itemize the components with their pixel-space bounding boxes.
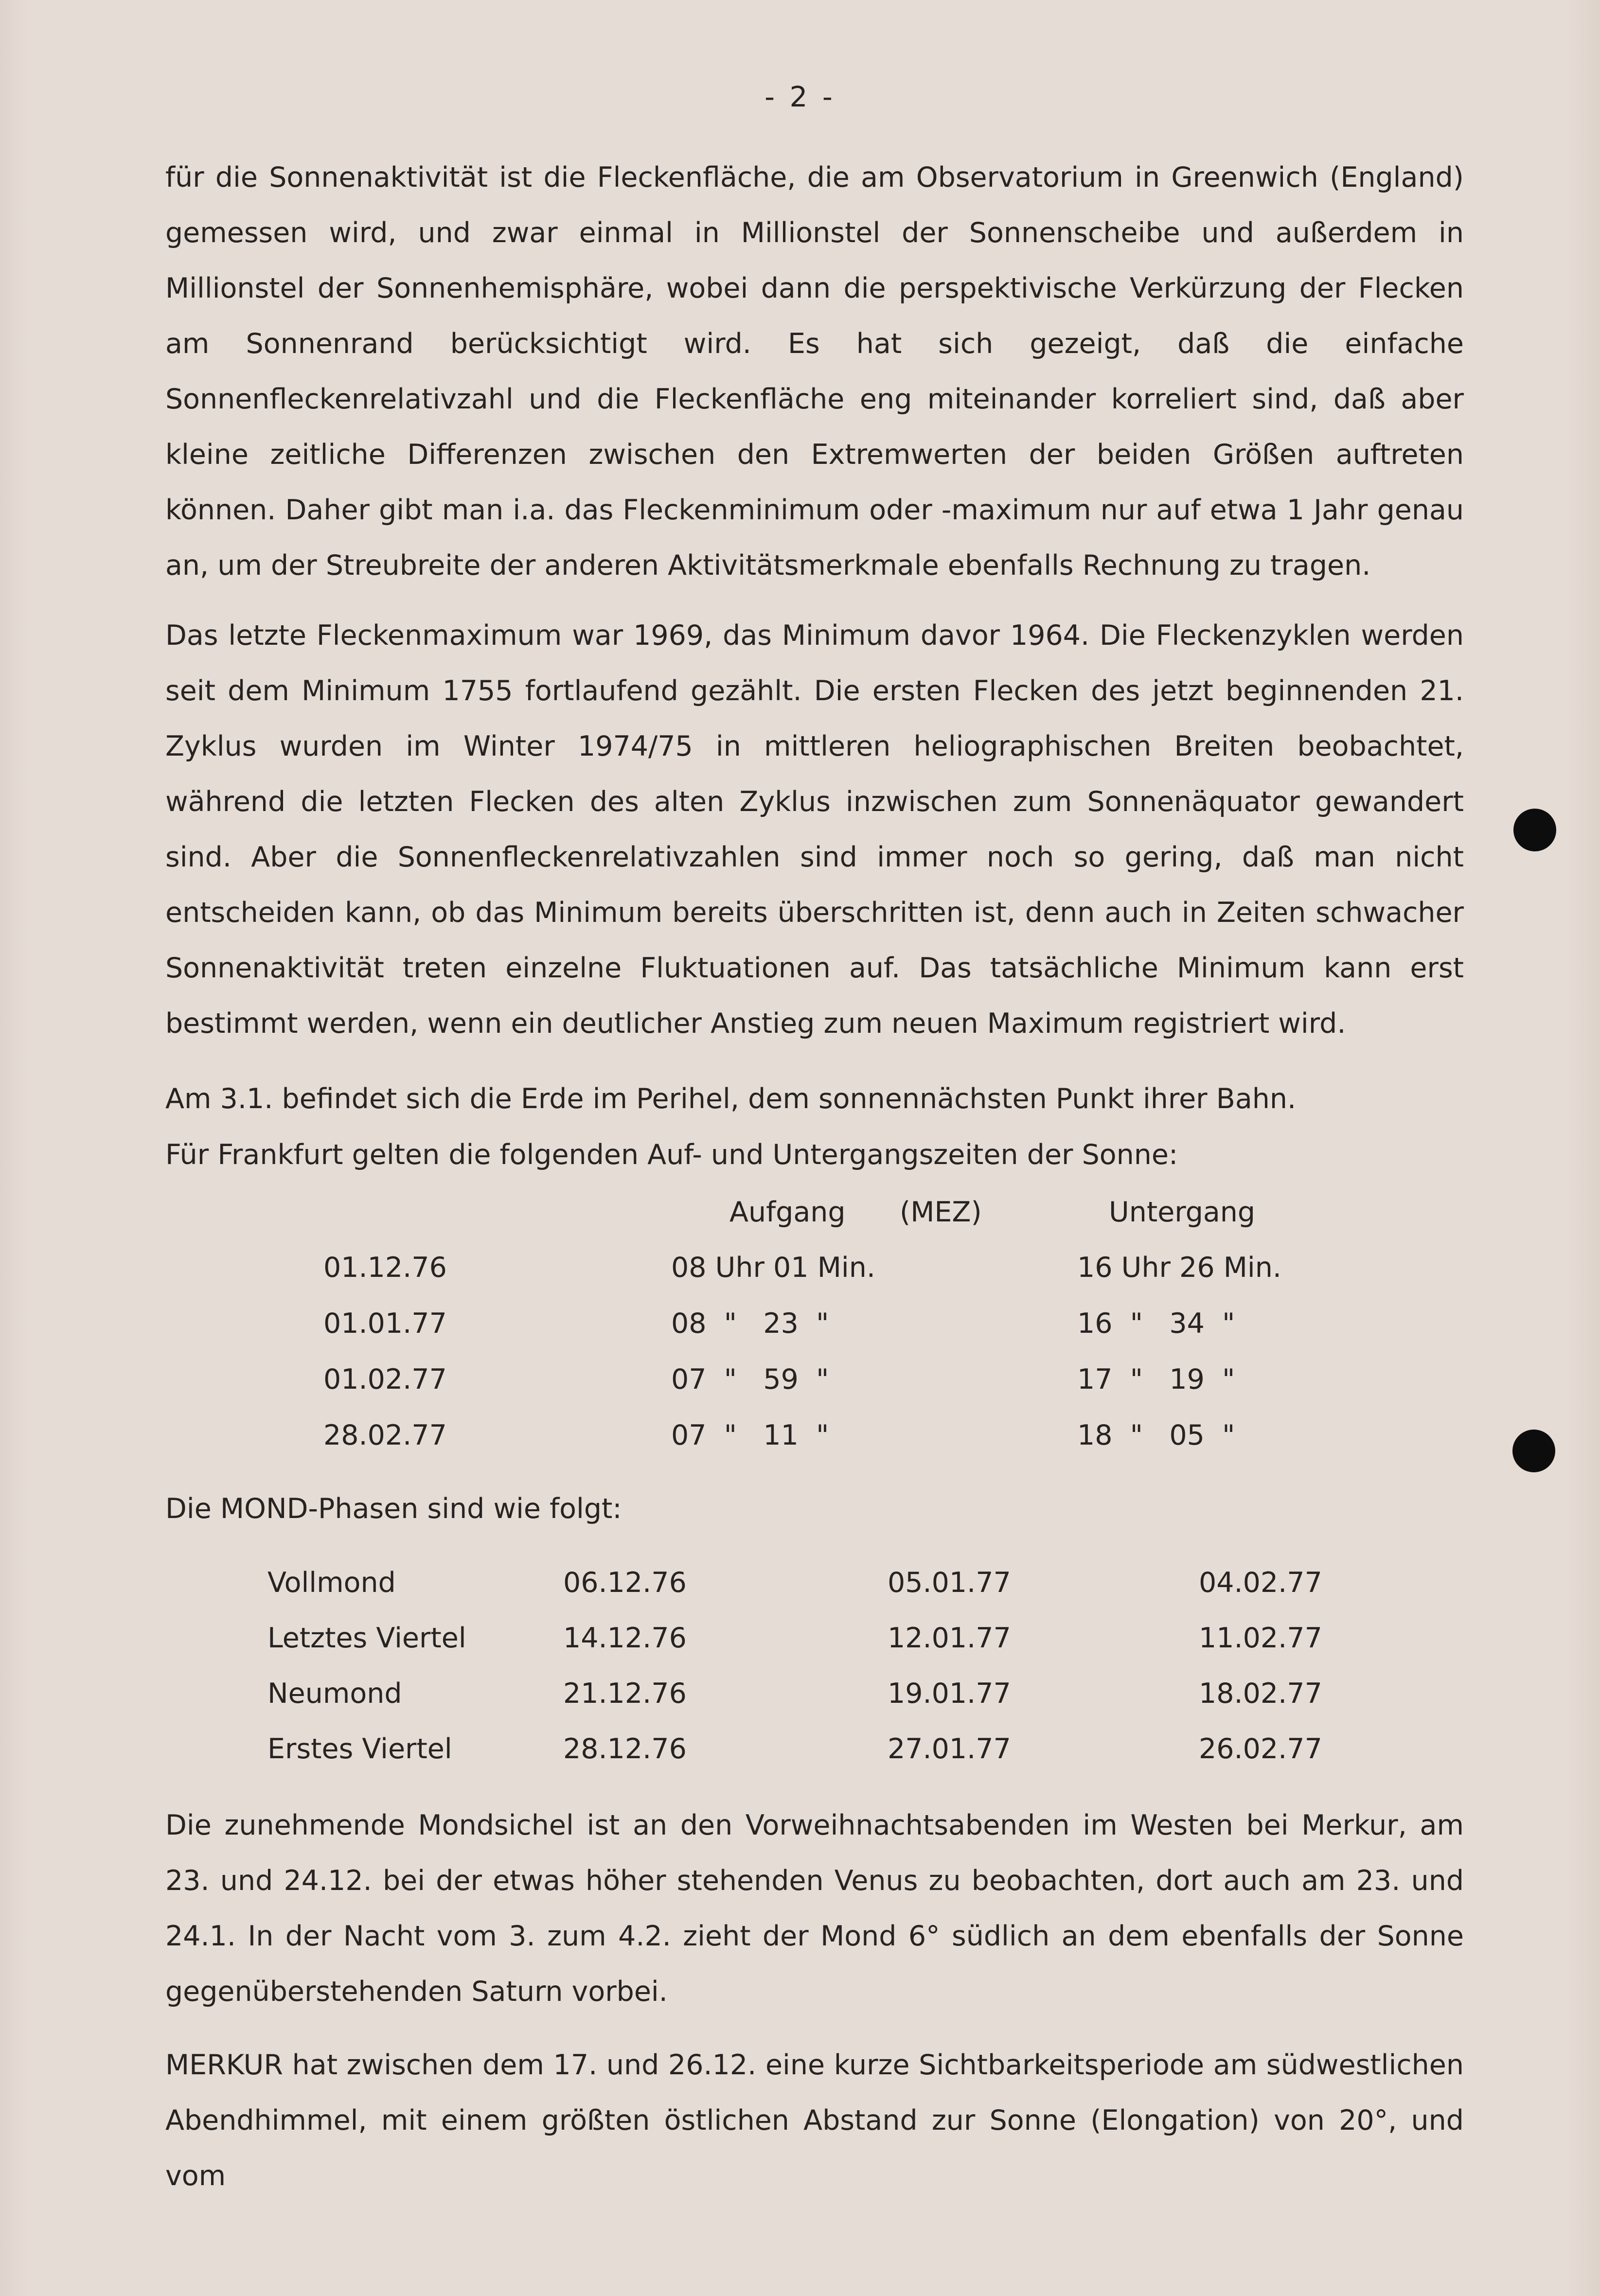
moon-date: 27.01.77 <box>888 1733 1011 1765</box>
sun-row-rise: 07 " 59 " <box>671 1363 829 1395</box>
moon-date: 19.01.77 <box>888 1678 1011 1710</box>
paragraph-merkur: MERKUR hat zwischen dem 17. und 26.12. eine kurze Sichtbarkeitsperiode am südwestlichen Abendhimmel, mit einem größten östlichen Abstand zur Sonne (Elongation) von 20°, und vom <box>165 2049 1464 2192</box>
sun-row-rise: 08 " 23 " <box>671 1307 829 1340</box>
moon-date: 04.02.77 <box>1199 1567 1322 1599</box>
sun-row-set: 16 " 34 " <box>1077 1307 1235 1340</box>
sun-row-set: 16 Uhr 26 Min. <box>1077 1252 1281 1284</box>
sun-row-date: 01.02.77 <box>323 1363 447 1395</box>
moon-phase-label: Letztes Viertel <box>267 1622 466 1654</box>
sun-row-date: 01.12.76 <box>323 1252 447 1284</box>
perihel-line: Am 3.1. befindet sich die Erde im Perihel, dem sonnennächsten Punkt ihrer Bahn. <box>165 1083 1297 1115</box>
sun-times-intro: Für Frankfurt gelten die folgenden Auf- und Untergangszeiten der Sonne: <box>165 1139 1178 1171</box>
moon-date: 11.02.77 <box>1199 1622 1322 1654</box>
header-set: Untergang <box>1109 1196 1256 1228</box>
moon-date: 21.12.76 <box>563 1678 687 1710</box>
sun-row-rise: 07 " 11 " <box>671 1419 829 1451</box>
moon-date: 14.12.76 <box>563 1622 687 1654</box>
moon-date: 28.12.76 <box>563 1733 687 1765</box>
moon-date: 12.01.77 <box>888 1622 1011 1654</box>
paragraph-sunspot-area: für die Sonnenaktivität ist die Fleckenfläche, die am Observatorium in Greenwich (England) gemessen wird, und zwar einmal in Millionstel der Sonnenscheibe und außerdem in Millionstel der Sonnenhemisphäre, wobei dann die perspektivische Verkürzung der Flecken am Sonnenrand berücksichtigt wird. Es hat sich gezeigt, daß die einfache Sonnenfleckenrelativzahl und die Fleckenfläche eng miteinander korreliert sind, daß aber kleine zeitliche Differenzen zwischen den Extremwerten der beiden Größen auftreten können. Daher gibt man i.a. das Fleckenminimum oder -maximum nur auf etwa 1 Jahr genau an, um der Streubreite der anderen Aktivitätsmerkmale ebenfalls Rechnung zu tragen. <box>165 161 1464 582</box>
header-timezone: (MEZ) <box>900 1196 982 1228</box>
moon-date: 05.01.77 <box>888 1567 1011 1599</box>
paragraph-sunspot-cycle: Das letzte Fleckenmaximum war 1969, das Minimum davor 1964. Die Fleckenzyklen werden seit dem Minimum 1755 fortlaufend gezählt. Die ersten Flecken des jetzt beginnenden 21. Zyklus wurden im Winter 1974/75 in mittleren heliographischen Breiten beobachtet, während die letzten Flecken des alten Zyklus inzwischen zum Sonnenäquator gewandert sind. Aber die Sonnenfleckenrelativzahlen sind immer noch so gering, daß man nicht entscheiden kann, ob das Minimum bereits überschritten ist, denn auch in Zeiten schwacher Sonnenaktivität treten einzelne Fluktuationen auf. Das tatsächliche Minimum kann erst bestimmt werden, wenn ein deutlicher Anstieg zum neuen Maximum registriert wird. <box>165 619 1464 1040</box>
moon-date: 18.02.77 <box>1199 1678 1322 1710</box>
page-number: - 2 - <box>764 80 836 113</box>
moon-phase-label: Erstes Viertel <box>267 1733 452 1765</box>
header-rise: Aufgang <box>729 1196 846 1228</box>
sun-row-rise: 08 Uhr 01 Min. <box>671 1252 875 1284</box>
moon-date: 26.02.77 <box>1199 1733 1322 1765</box>
sun-row-date: 01.01.77 <box>323 1307 447 1340</box>
paragraph-crescent: Die zunehmende Mondsichel ist an den Vorweihnachtsabenden im Westen bei Merkur, am 23. und 24.12. bei der etwas höher stehenden Venus zu beobachten, dort auch am 23. und 24.1. In der Nacht vom 3. zum 4.2. zieht der Mond 6° südlich an dem ebenfalls der Sonne gegenüberstehenden Saturn vorbei. <box>165 1809 1464 2008</box>
punch-hole <box>1513 809 1556 851</box>
sun-row-set: 18 " 05 " <box>1077 1419 1235 1451</box>
moon-phases-intro: Die MOND-Phasen sind wie folgt: <box>165 1493 622 1525</box>
sun-row-set: 17 " 19 " <box>1077 1363 1235 1395</box>
punch-hole <box>1512 1430 1555 1472</box>
sun-row-date: 28.02.77 <box>323 1419 447 1451</box>
moon-date: 06.12.76 <box>563 1567 687 1599</box>
moon-phase-label: Neumond <box>267 1678 402 1710</box>
moon-phase-label: Vollmond <box>267 1567 396 1599</box>
